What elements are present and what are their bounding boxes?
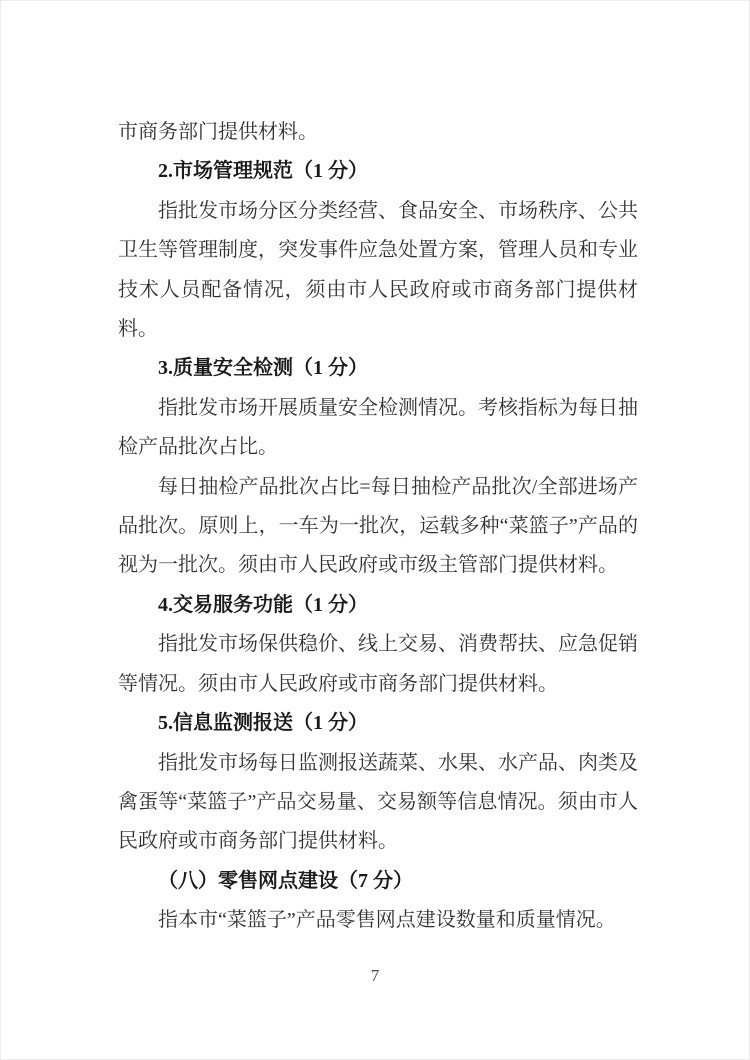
heading-2-market-management: 2.市场管理规范（1 分） xyxy=(158,160,368,183)
paragraph-market-management: 指批发市场分区分类经营、食品安全、市场秩序、公共卫生等管理制度，突发事件应急处置方案，管理人员和专业技术人员配备情况，须由市人民政府或市商务部门提供材料。 xyxy=(118,199,638,341)
paragraph-continuation: 市商务部门提供材料。 xyxy=(118,121,318,143)
page-number: 7 xyxy=(370,966,380,985)
paragraph-trading-services: 指批发市场保供稳价、线上交易、消费帮扶、应急促销等情况。须由市人民政府或市商务部门提供材料。 xyxy=(118,633,638,695)
paragraph-quality-inspection: 指批发市场开展质量安全检测情况。考核指标为每日抽检产品批次占比。 xyxy=(118,396,638,459)
heading-8-retail-outlets: （八）零售网点建设（7 分） xyxy=(158,869,413,892)
paragraph-sampling-ratio: 每日抽检产品批次占比=每日抽检产品批次/全部进场产品批次。原则上，一车为一批次，运载多种“菜篮子”产品的视为一批次。须由市人民政府或市级主管部门提供材料。 xyxy=(118,475,638,577)
heading-4-trading-services: 4.交易服务功能（1 分） xyxy=(158,593,368,616)
heading-3-quality-inspection: 3.质量安全检测（1 分） xyxy=(158,357,368,380)
paragraph-retail-outlets: 指本市“菜篮子”产品零售网点建设数量和质量情况。 xyxy=(158,909,616,932)
heading-5-info-monitoring: 5.信息监测报送（1 分） xyxy=(158,712,368,735)
paragraph-info-monitoring: 指批发市场每日监测报送蔬菜、水果、水产品、肉类及禽蛋等“菜篮子”产品交易量、交易额等信息情况。须由市人民政府或市商务部门提供材料。 xyxy=(118,751,638,853)
document-body xyxy=(118,113,638,941)
